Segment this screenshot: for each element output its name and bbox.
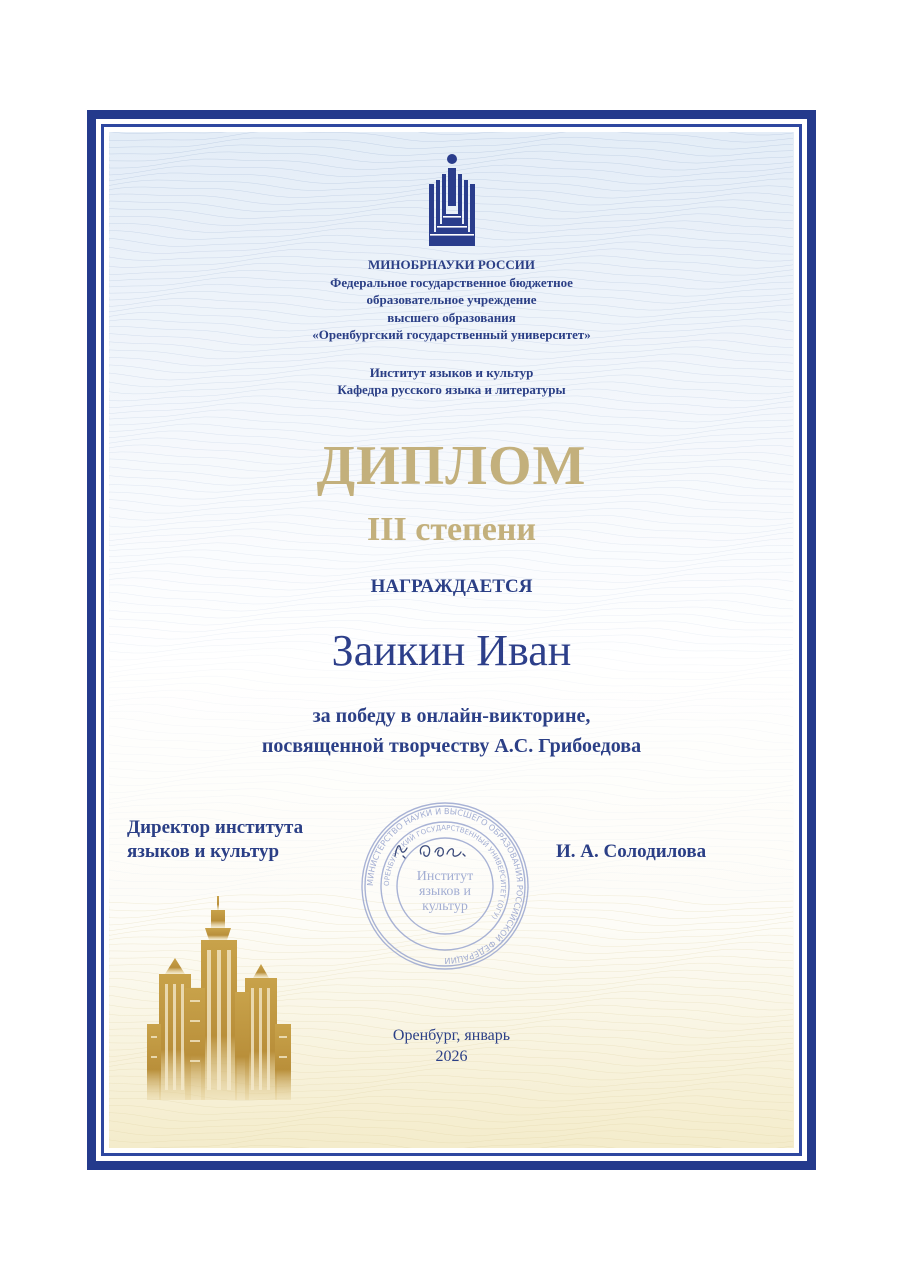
guilloche-line [109,606,793,618]
guilloche-line [109,683,793,695]
awarded-label: НАГРАЖДАЕТСЯ [370,576,533,597]
organization-header [109,256,794,344]
diploma-content [109,132,794,1148]
guilloche-line [109,417,793,429]
place-month: Оренбург, январь [392,1027,511,1044]
institute-name: Институт языков и культур [369,365,534,380]
guilloche-line [109,599,793,611]
guilloche-line [109,1117,793,1129]
guilloche-line [109,557,793,569]
university-logo-icon [429,152,475,246]
guilloche-line [109,1110,793,1122]
org-line: высшего образования [387,309,516,325]
stamp-outer-ring-text: МИНИСТЕРСТВО НАУКИ И ВЫСШЕГО ОБРАЗОВАНИЯ РОССИЙСКОЙ ФЕДЕРАЦИИ [364,805,526,967]
guilloche-line [109,1145,793,1148]
guilloche-line [109,1131,793,1143]
org-line: образовательное учреждение [366,292,537,307]
signatory-name: И. А. Солодилова [556,841,707,862]
institute-header [109,364,794,398]
place-and-date [109,1025,794,1067]
org-line: «Оренбургский государственный университет» [312,327,591,342]
guilloche-line [109,132,793,135]
guilloche-line [109,761,793,772]
diploma-degree: III степени [367,511,536,548]
handwritten-signature [389,832,479,868]
guilloche-line [109,403,793,415]
signatory-position [127,816,387,864]
recipient-name: Заикин Иван [331,626,572,675]
university-building-image [145,896,295,1102]
guilloche-line [109,410,793,422]
stamp-center-line: культур [422,899,468,914]
stamp-center-line: Институт [416,869,474,884]
department-name: Кафедра русского языка и литературы [337,382,566,397]
issue-year: 2026 [435,1048,468,1065]
guilloche-line [109,782,793,793]
guilloche-line [109,132,793,142]
stamp-inner-ring-text: ОРЕНБУРГСКИЙ ГОСУДАРСТВЕННЫЙ УНИВЕРСИТЕТ (ОГУ) [382,823,508,921]
award-reason [109,701,794,761]
guilloche-line [109,1103,793,1115]
guilloche-line [109,347,793,359]
position-line: Директор института [127,817,304,838]
diploma-title: ДИПЛОМ [316,435,587,497]
reason-line: за победу в онлайн-викторине, [312,705,591,727]
org-line: Федеральное государственное бюджетное [330,274,573,290]
org-line: МИНОБРНАУКИ РОССИИ [368,257,535,272]
reason-line: посвященной творчеству А.С. Грибоедова [261,735,642,757]
stamp-center-line: языков и [418,884,472,899]
position-line: языков и культур [127,841,280,862]
